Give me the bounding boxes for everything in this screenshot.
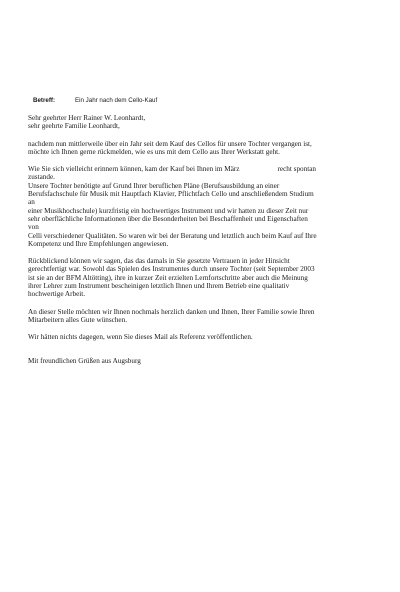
text-fragment: Wie Sie sich vielleicht erinnern können, kam der Kauf bei Ihnen im März <box>28 165 240 174</box>
subject-text: Ein Jahr nach dem Cello-Kauf <box>75 97 158 104</box>
text-line: An dieser Stelle möchten wir Ihnen nochmals herzlich danken und Ihnen, Ihrer Familie sowie Ihren <box>28 307 315 316</box>
text-line: zustande. <box>28 173 55 182</box>
text-line: ihrer Lehrer zum Instrument bescheinigen letztlich Ihnen und Ihrem Betrieb eine qualitativ <box>28 282 290 291</box>
text-line <box>28 165 373 173</box>
text-line: Celli verschiedener Qualitäten. So waren wir bei der Beratung und letztlich auch beim Kauf auf Ihre <box>28 231 317 240</box>
text-line: Unsere Tochter benötigte auf Grund Ihrer beruflichen Pläne (Berufsausbildung an einer <box>28 181 280 190</box>
text-line: Wir hätten nichts dagegen, wenn Sie dieses Mail als Referenz veröffentlichen. <box>28 333 253 342</box>
text-fragment: recht spontan <box>277 165 317 174</box>
text-line: Berufsfachschule für Musik mit Hauptfach Klavier, Pflichtfach Cello und anschließendem Studium <box>28 190 314 199</box>
text-line: einer Musikhochschule) kurzfristig ein hochwertiges Instrument und wir hatten zu dieser Zeit nur <box>28 206 309 215</box>
text-line: von <box>28 223 39 232</box>
closing-line: Mit freundlichen Grüßen aus Augsburg <box>28 356 141 365</box>
paragraph-reference <box>28 333 373 341</box>
paragraph-intro <box>28 140 373 157</box>
text-line: nachdem nun mittlerweile über ein Jahr seit dem Kauf des Cellos für unsere Tochter vergangen ist, <box>28 139 312 148</box>
paragraph-purchase <box>28 165 373 248</box>
paragraph-thanks <box>28 308 373 325</box>
text-line: Kompetenz und Ihre Empfehlungen angewiesen. <box>28 239 169 248</box>
text-line: möchte ich Ihnen gerne rückmelden, wie es uns mit dem Cello aus Ihrer Werkstatt geht. <box>28 147 280 156</box>
text-line: Mitarbeitern alles Gute wünschen. <box>28 315 127 324</box>
text-line: an <box>28 198 35 207</box>
text-line: sehr oberflächliche Informationen über die Besonderheiten bei Beschaffenheit und Eigenschaften <box>28 214 308 223</box>
salutation-line: sehr geehrte Familie Leonhardt, <box>28 122 120 131</box>
text-line: Rückblickend können wir sagen, das das damals in Sie gesetzte Vertrauen in jeder Hinsicht <box>28 257 290 266</box>
subject-label: Betreff: <box>33 97 56 104</box>
salutation <box>28 114 373 131</box>
text-line: ist sie an der BFM Altötting), ihre in kurzer Zeit erzielten Lernfortschritte aber auch die Meinung <box>28 273 308 282</box>
subject-line <box>33 97 157 104</box>
salutation-line: Sehr geehrter Herr Rainer W. Leonhardt, <box>28 114 146 122</box>
letter-body <box>28 114 373 365</box>
paragraph-review <box>28 257 373 298</box>
text-line: gerechtfertigt war. Sowohl das Spielen des Instrumentes durch unsere Tochter (seit September 2003 <box>28 265 315 274</box>
text-line: hochwertige Arbeit. <box>28 290 86 299</box>
